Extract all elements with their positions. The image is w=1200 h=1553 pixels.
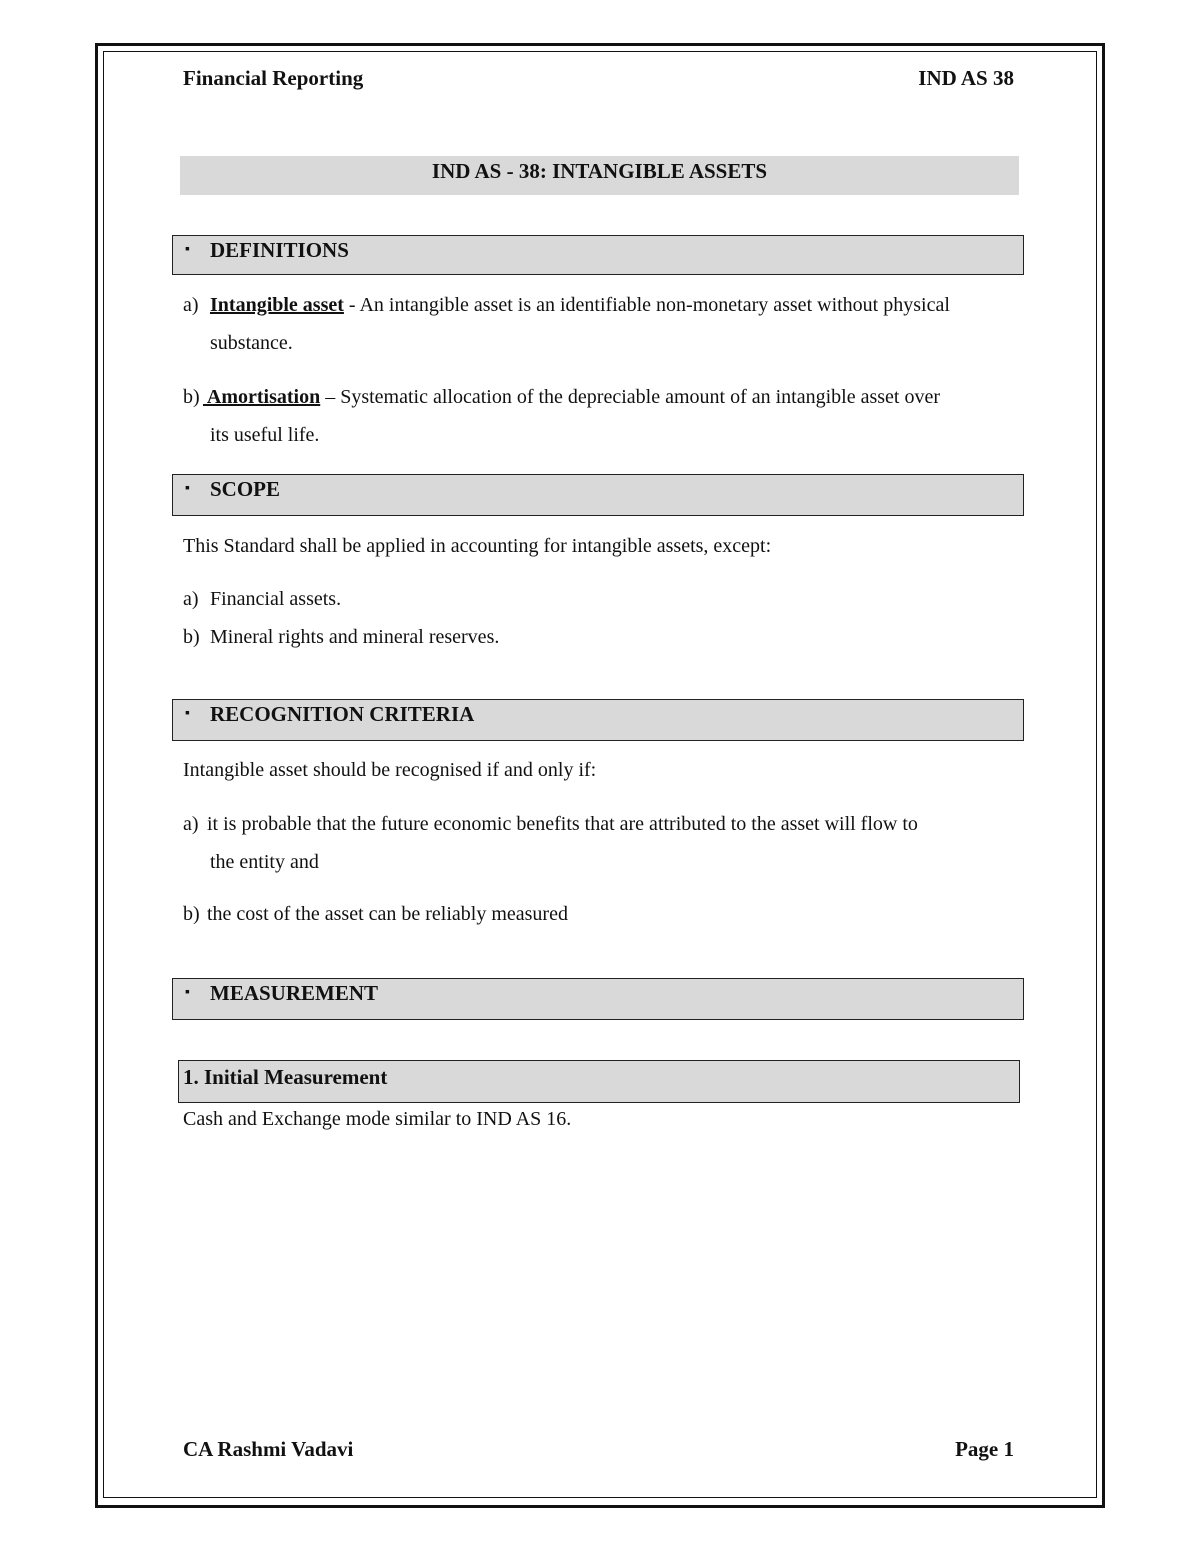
bullet-icon: ▪ bbox=[185, 985, 190, 1000]
item-text: it is probable that the future economic benefits that are attributed to the asset will flow to bbox=[207, 813, 918, 835]
definition-text: - An intangible asset is an identifiable non-monetary asset without physical bbox=[343, 294, 950, 316]
section-label: RECOGNITION CRITERIA bbox=[210, 702, 475, 726]
item-text: the cost of the asset can be reliably measured bbox=[207, 903, 568, 925]
subsection-initial-measurement-heading: 1. Initial Measurement bbox=[178, 1060, 1020, 1103]
item-marker: a) bbox=[183, 588, 199, 610]
item-text-continued: the entity and bbox=[210, 851, 319, 873]
definition-text-continued: substance. bbox=[210, 332, 293, 354]
header-right: IND AS 38 bbox=[918, 66, 1014, 90]
recognition-intro: Intangible asset should be recognised if and only if: bbox=[183, 759, 597, 781]
section-measurement-heading bbox=[172, 978, 1024, 1020]
definition-text-continued: its useful life. bbox=[210, 424, 320, 446]
scope-item bbox=[183, 580, 1023, 618]
scope-item bbox=[183, 618, 1023, 656]
section-recognition-heading bbox=[172, 699, 1024, 741]
definition-term: Intangible asset bbox=[210, 294, 344, 316]
section-label: DEFINITIONS bbox=[210, 238, 349, 262]
item-text: Mineral rights and mineral reserves. bbox=[210, 626, 500, 648]
section-definitions-heading bbox=[172, 235, 1024, 275]
item-marker: b) bbox=[183, 626, 200, 648]
footer-author: CA Rashmi Vadavi bbox=[183, 1437, 354, 1461]
recognition-item bbox=[183, 895, 1023, 933]
definition-term: Amortisation bbox=[203, 386, 321, 408]
scope-intro: This Standard shall be applied in accounting for intangible assets, except: bbox=[183, 535, 772, 557]
bullet-icon: ▪ bbox=[185, 242, 190, 257]
item-text: Financial assets. bbox=[210, 588, 342, 610]
bullet-icon: ▪ bbox=[185, 706, 190, 721]
section-scope-heading bbox=[172, 474, 1024, 516]
section-label: MEASUREMENT bbox=[210, 981, 379, 1005]
item-marker: b) bbox=[183, 903, 200, 925]
bullet-icon: ▪ bbox=[185, 481, 190, 496]
definition-text: – Systematic allocation of the depreciable amount of an intangible asset over bbox=[320, 386, 941, 408]
section-label: SCOPE bbox=[210, 477, 281, 501]
definition-item bbox=[183, 378, 1023, 446]
document-title: IND AS - 38: INTANGIBLE ASSETS bbox=[180, 156, 1019, 195]
item-marker: a) bbox=[183, 813, 199, 835]
recognition-item bbox=[183, 805, 1023, 873]
definition-item bbox=[183, 286, 1023, 354]
item-marker: a) bbox=[183, 294, 199, 316]
initial-measurement-text: Cash and Exchange mode similar to IND AS 16. bbox=[183, 1108, 572, 1130]
footer-page-number: Page 1 bbox=[955, 1437, 1014, 1461]
header-left: Financial Reporting bbox=[183, 66, 364, 90]
item-marker: b) bbox=[183, 386, 200, 408]
